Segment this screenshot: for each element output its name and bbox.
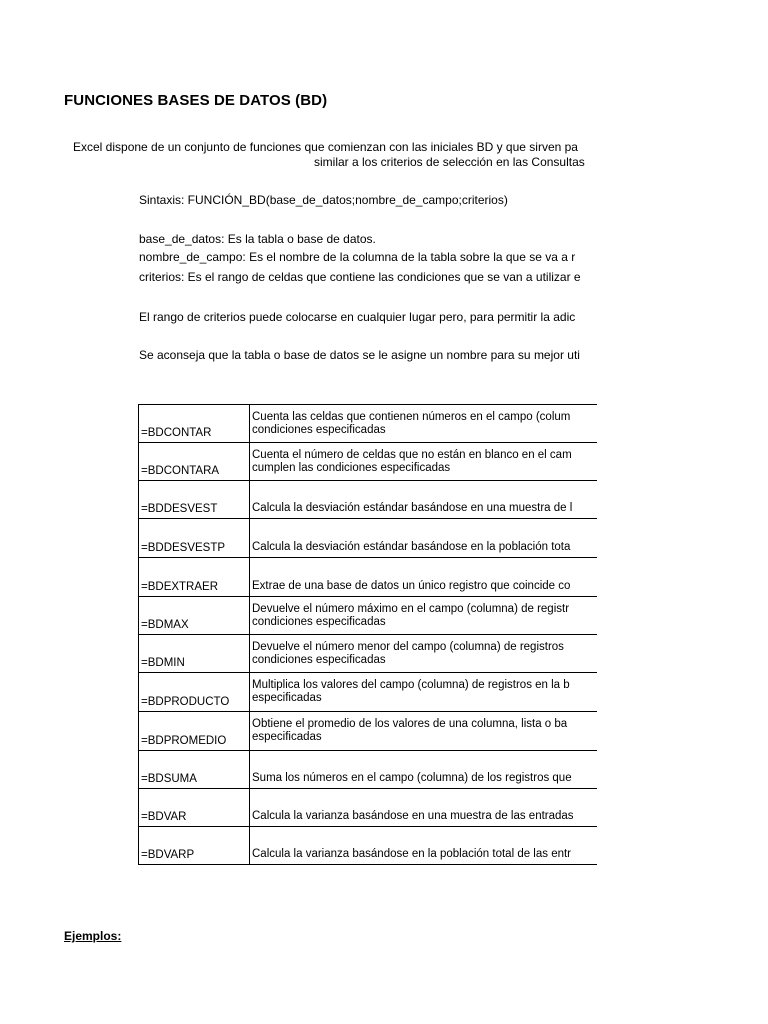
param-base-de-datos: base_de_datos: Es la tabla o base de datos. [139,232,376,246]
function-description: Calcula la varianza basándose en una muestra de las entradas [250,789,598,827]
table-row [139,712,598,751]
function-name: =BDCONTARA [139,443,250,481]
function-description: Calcula la desviación estándar basándose en la población tota [250,519,598,558]
intro-line-1: Excel dispone de un conjunto de funciones que comienzan con las iniciales BD y que sirven pa [73,140,578,154]
function-name: =BDCONTAR [139,405,250,443]
function-name: =BDEXTRAER [139,558,250,597]
table-row [139,558,598,597]
function-description: Calcula la varianza basándose en la población total de las entr [250,827,598,865]
function-name: =BDVARP [139,827,250,865]
function-name: =BDVAR [139,789,250,827]
intro-line-2: similar a los criterios de selección en las Consultas [314,155,585,169]
table-row [139,519,598,558]
function-name: =BDDESVEST [139,481,250,519]
note-criteria-range: El rango de criterios puede colocarse en cualquier lugar pero, para permitir la adic [139,310,576,324]
function-description: Cuenta el número de celdas que no están en blanco en el cam cumplen las condiciones especificadas [250,443,598,481]
function-description: Calcula la desviación estándar basándose en una muestra de l [250,481,598,519]
function-name: =BDPROMEDIO [139,712,250,751]
note-table-name: Se aconseja que la tabla o base de datos se le asigne un nombre para su mejor uti [139,348,580,362]
table-row [139,789,598,827]
function-description: Cuenta las celdas que contienen números en el campo (colum condiciones especificadas [250,405,598,443]
function-name: =BDPRODUCTO [139,673,250,712]
function-description: Devuelve el número máximo en el campo (columna) de registr condiciones especificadas [250,597,598,635]
function-name: =BDDESVESTP [139,519,250,558]
function-name: =BDSUMA [139,751,250,789]
function-description: Obtiene el promedio de los valores de una columna, lista o ba especificadas [250,712,598,751]
table-row [139,751,598,789]
function-name: =BDMIN [139,635,250,673]
function-description: Extrae de una base de datos un único registro que coincide co [250,558,598,597]
function-description: Suma los números en el campo (columna) de los registros que [250,751,598,789]
table-row [139,405,598,443]
table-row [139,443,598,481]
table-row [139,673,598,712]
function-name: =BDMAX [139,597,250,635]
function-description: Devuelve el número menor del campo (columna) de registros condiciones especificadas [250,635,598,673]
table-row [139,827,598,865]
param-criterios: criterios: Es el rango de celdas que contiene las condiciones que se van a utilizar e [139,270,581,284]
param-nombre-de-campo: nombre_de_campo: Es el nombre de la columna de la tabla sobre la que se va a r [139,250,576,264]
table-row [139,597,598,635]
examples-heading: Ejemplos: [64,929,122,943]
table-row [139,481,598,519]
functions-table [138,404,597,865]
page-title: FUNCIONES BASES DE DATOS (BD) [64,92,328,109]
table-row [139,635,598,673]
syntax-line: Sintaxis: FUNCIÓN_BD(base_de_datos;nombre_de_campo;criterios) [139,193,508,207]
function-description: Multiplica los valores del campo (columna) de registros en la b especificadas [250,673,598,712]
